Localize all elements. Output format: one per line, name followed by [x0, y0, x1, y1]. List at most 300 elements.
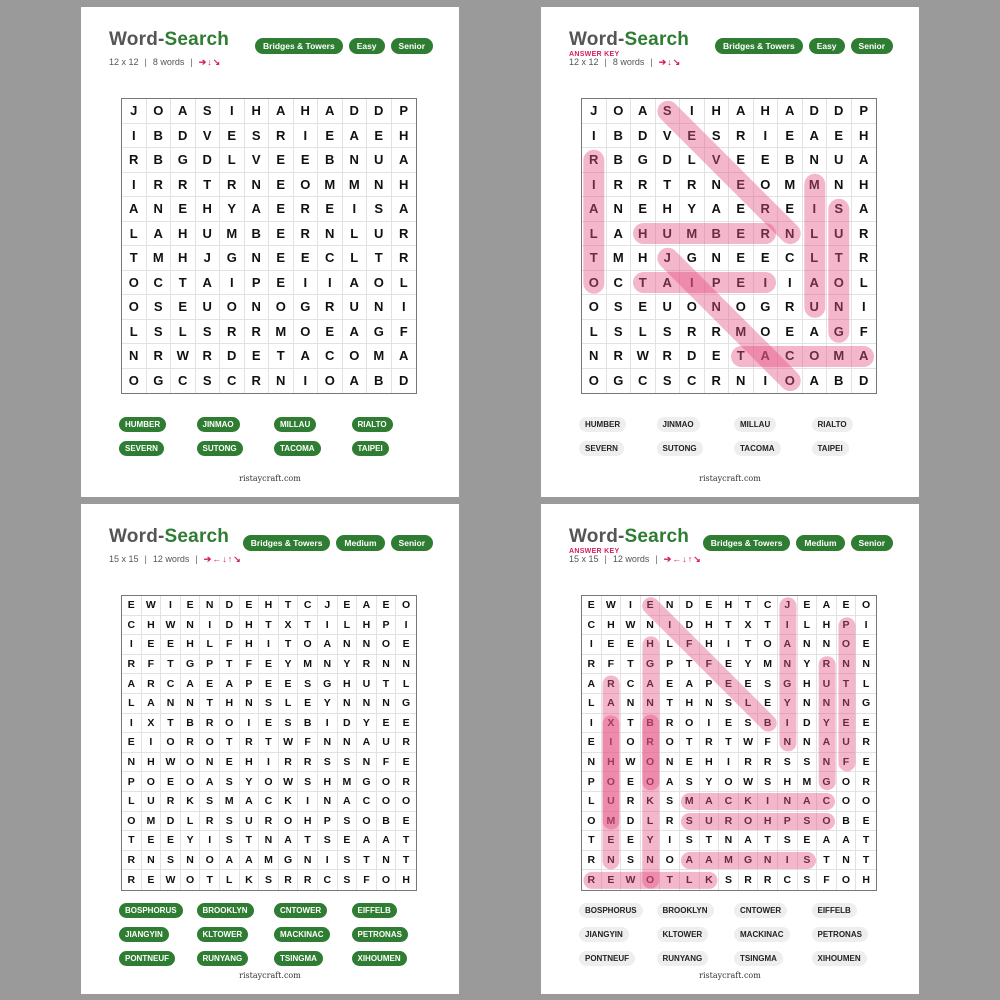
grid-cell: T: [719, 733, 739, 753]
grid-cell: R: [259, 812, 279, 832]
grid-cell: O: [220, 714, 240, 734]
grid-cell: G: [817, 772, 837, 792]
grid-cell: H: [142, 753, 162, 773]
grid-cell: M: [259, 851, 279, 871]
site-footer: ristaycraft.com: [699, 971, 761, 980]
grid-cell: K: [279, 792, 299, 812]
grid-cell: S: [338, 870, 358, 890]
grid-cell: F: [357, 870, 377, 890]
grid-cell: H: [602, 753, 622, 773]
grid-cell: A: [318, 635, 338, 655]
grid-cell: I: [582, 635, 602, 655]
grid-cell: H: [171, 246, 196, 271]
word-chip: JIANGYIN: [579, 927, 629, 942]
grid-cell: I: [200, 616, 220, 636]
puzzle-meta: [109, 57, 221, 68]
grid-cell: L: [852, 271, 877, 296]
letter-grid: [581, 595, 877, 891]
word-chip: BROOKLYN: [657, 903, 714, 918]
grid-cell: T: [161, 714, 181, 734]
grid-cell: R: [298, 753, 318, 773]
grid-cell: S: [739, 714, 759, 734]
grid-cell: R: [852, 222, 877, 247]
grid-cell: O: [294, 173, 319, 198]
grid-cell: T: [856, 851, 876, 871]
grid-cell: R: [122, 655, 142, 675]
answer-key-label: ANSWER KEY: [569, 51, 620, 58]
grid-cell: R: [220, 320, 245, 345]
grid-cell: T: [279, 635, 299, 655]
word-chip: PONTNEUF: [119, 951, 175, 966]
grid-cell: A: [602, 694, 622, 714]
grid-cell: O: [660, 851, 680, 871]
grid-cell: T: [200, 694, 220, 714]
grid-cell: N: [181, 616, 201, 636]
grid-cell: M: [778, 173, 803, 198]
grid-cell: N: [729, 369, 754, 394]
badge-group: [715, 38, 893, 54]
word-list: [119, 417, 429, 456]
grid-cell: E: [856, 812, 876, 832]
grid-cell: J: [318, 596, 338, 616]
grid-cell: B: [147, 148, 172, 173]
grid-cell: O: [856, 596, 876, 616]
grid-cell: U: [817, 674, 837, 694]
grid-cell: A: [245, 197, 270, 222]
grid-cell: W: [621, 753, 641, 773]
grid-cell: I: [621, 596, 641, 616]
grid-cell: N: [181, 694, 201, 714]
grid-cell: E: [837, 596, 857, 616]
grid-cell: I: [754, 369, 779, 394]
grid-cell: X: [602, 714, 622, 734]
grid-cell: T: [396, 851, 416, 871]
audience-badge: Senior: [391, 38, 433, 54]
grid-cell: A: [852, 197, 877, 222]
grid-cell: G: [641, 655, 661, 675]
grid-cell: H: [852, 173, 877, 198]
grid-cell: K: [240, 870, 260, 890]
grid-cell: L: [582, 320, 607, 345]
word-chip: JIANGYIN: [119, 927, 169, 942]
grid-cell: R: [220, 173, 245, 198]
grid-cell: H: [392, 124, 417, 149]
grid-cell: G: [827, 320, 852, 345]
grid-cell: W: [161, 870, 181, 890]
grid-cell: O: [621, 733, 641, 753]
grid-cell: R: [621, 792, 641, 812]
grid-cell: A: [680, 674, 700, 694]
grid-cell: N: [582, 344, 607, 369]
grid-cell: E: [338, 596, 358, 616]
grid-cell: U: [196, 222, 221, 247]
grid-cell: E: [856, 635, 876, 655]
puzzle-meta: [569, 57, 681, 68]
grid-cell: Y: [279, 655, 299, 675]
grid-cell: C: [298, 596, 318, 616]
grid-cell: L: [392, 271, 417, 296]
grid-cell: M: [318, 173, 343, 198]
grid-cell: I: [719, 635, 739, 655]
grid-cell: O: [739, 812, 759, 832]
grid-cell: O: [147, 99, 172, 124]
grid-cell: N: [122, 753, 142, 773]
grid-cell: A: [343, 124, 368, 149]
grid-cell: H: [318, 772, 338, 792]
grid-cell: D: [220, 596, 240, 616]
word-chip: KLTOWER: [197, 927, 249, 942]
grid-cell: I: [200, 831, 220, 851]
grid-cell: R: [200, 714, 220, 734]
grid-cell: S: [719, 870, 739, 890]
grid-cell: B: [641, 714, 661, 734]
grid-cell: N: [240, 694, 260, 714]
grid-cell: A: [817, 733, 837, 753]
grid-cell: F: [298, 733, 318, 753]
topic-badge: Bridges & Towers: [255, 38, 343, 54]
grid-cell: A: [582, 674, 602, 694]
grid-cell: R: [758, 753, 778, 773]
grid-cell: N: [357, 635, 377, 655]
grid-cell: N: [245, 173, 270, 198]
grid-cell: S: [656, 320, 681, 345]
grid-cell: T: [377, 674, 397, 694]
grid-cell: S: [719, 694, 739, 714]
grid-cell: I: [680, 271, 705, 296]
grid-cell: O: [641, 753, 661, 773]
grid-cell: N: [778, 733, 798, 753]
grid-cell: N: [269, 369, 294, 394]
grid-cell: T: [122, 831, 142, 851]
grid-cell: O: [837, 870, 857, 890]
grid-cell: S: [680, 831, 700, 851]
grid-cell: N: [367, 295, 392, 320]
grid-cell: S: [147, 320, 172, 345]
grid-cell: R: [161, 792, 181, 812]
grid-cell: S: [656, 369, 681, 394]
difficulty-badge: Easy: [809, 38, 845, 54]
grid-cell: F: [758, 733, 778, 753]
grid-cell: H: [798, 674, 818, 694]
grid-size: 12 x 12: [569, 57, 599, 67]
grid-cell: E: [220, 753, 240, 773]
grid-cell: O: [181, 753, 201, 773]
grid-cell: E: [719, 674, 739, 694]
grid-cell: R: [279, 870, 299, 890]
grid-cell: G: [220, 246, 245, 271]
grid-cell: M: [827, 344, 852, 369]
grid-cell: G: [147, 369, 172, 394]
grid-cell: H: [240, 635, 260, 655]
grid-cell: L: [279, 694, 299, 714]
grid-cell: N: [837, 694, 857, 714]
grid-cell: S: [607, 320, 632, 345]
grid-cell: N: [377, 694, 397, 714]
title-search: Search: [164, 526, 230, 547]
grid-cell: R: [680, 320, 705, 345]
grid-cell: O: [142, 772, 162, 792]
grid-cell: U: [827, 148, 852, 173]
grid-cell: U: [827, 222, 852, 247]
separator: |: [604, 57, 607, 67]
grid-cell: E: [778, 320, 803, 345]
grid-cell: N: [338, 733, 358, 753]
grid-cell: C: [318, 870, 338, 890]
grid-cell: H: [196, 197, 221, 222]
grid-cell: E: [631, 197, 656, 222]
grid-cell: J: [122, 99, 147, 124]
grid-cell: N: [700, 694, 720, 714]
grid-cell: E: [171, 197, 196, 222]
grid-cell: E: [729, 271, 754, 296]
grid-cell: B: [758, 714, 778, 734]
grid-cell: I: [396, 616, 416, 636]
grid-cell: F: [817, 870, 837, 890]
grid-cell: B: [837, 812, 857, 832]
grid-cell: F: [220, 635, 240, 655]
grid-cell: D: [803, 99, 828, 124]
grid-cell: N: [245, 246, 270, 271]
grid-cell: A: [343, 369, 368, 394]
grid-cell: N: [817, 635, 837, 655]
grid-cell: U: [142, 792, 162, 812]
grid-cell: K: [181, 792, 201, 812]
grid-cell: I: [758, 792, 778, 812]
grid-cell: S: [318, 831, 338, 851]
grid-cell: E: [279, 674, 299, 694]
grid-cell: O: [582, 812, 602, 832]
grid-cell: O: [641, 870, 661, 890]
word-chip: BROOKLYN: [197, 903, 254, 918]
word-list: [579, 903, 889, 966]
badge-group: [703, 535, 893, 551]
grid-cell: S: [656, 99, 681, 124]
word-chip: RIALTO: [352, 417, 393, 432]
grid-cell: R: [318, 295, 343, 320]
grid-cell: L: [803, 246, 828, 271]
grid-cell: L: [343, 246, 368, 271]
grid-cell: R: [705, 320, 730, 345]
grid-cell: S: [196, 369, 221, 394]
grid-cell: A: [220, 851, 240, 871]
grid-cell: S: [298, 674, 318, 694]
grid-cell: L: [171, 320, 196, 345]
grid-cell: H: [240, 753, 260, 773]
grid-cell: F: [680, 635, 700, 655]
grid-cell: C: [220, 369, 245, 394]
separator: |: [604, 554, 607, 564]
grid-cell: M: [220, 222, 245, 247]
grid-cell: I: [318, 714, 338, 734]
word-count: 8 words: [612, 57, 645, 67]
grid-cell: X: [739, 616, 759, 636]
letter-grid: [581, 98, 877, 394]
grid-size: 12 x 12: [109, 57, 139, 67]
grid-cell: R: [607, 344, 632, 369]
grid-cell: W: [602, 596, 622, 616]
grid-cell: O: [181, 772, 201, 792]
grid-cell: H: [245, 99, 270, 124]
grid-cell: R: [396, 772, 416, 792]
grid-cell: A: [700, 792, 720, 812]
word-chip: KLTOWER: [657, 927, 709, 942]
grid-cell: D: [343, 99, 368, 124]
grid-cell: R: [147, 173, 172, 198]
grid-cell: X: [142, 714, 162, 734]
grid-cell: H: [758, 812, 778, 832]
grid-cell: Y: [778, 694, 798, 714]
grid-cell: H: [754, 99, 779, 124]
word-chip: PETRONAS: [352, 927, 408, 942]
grid-cell: N: [660, 753, 680, 773]
grid-cell: C: [259, 792, 279, 812]
grid-cell: O: [837, 772, 857, 792]
grid-cell: S: [196, 320, 221, 345]
grid-cell: T: [739, 635, 759, 655]
grid-cell: R: [656, 344, 681, 369]
grid-cell: B: [705, 222, 730, 247]
grid-cell: B: [181, 714, 201, 734]
grid-cell: E: [719, 655, 739, 675]
grid-cell: A: [294, 344, 319, 369]
grid-cell: E: [269, 271, 294, 296]
grid-cell: H: [357, 616, 377, 636]
grid-cell: E: [729, 173, 754, 198]
grid-cell: M: [367, 344, 392, 369]
grid-cell: B: [607, 124, 632, 149]
badge-group: [243, 535, 433, 551]
grid-cell: T: [621, 655, 641, 675]
grid-cell: R: [147, 344, 172, 369]
grid-cell: N: [827, 173, 852, 198]
grid-cell: R: [142, 674, 162, 694]
grid-cell: E: [396, 714, 416, 734]
grid-cell: N: [357, 753, 377, 773]
grid-cell: I: [259, 753, 279, 773]
grid-cell: O: [181, 870, 201, 890]
grid-cell: E: [245, 344, 270, 369]
grid-cell: R: [392, 222, 417, 247]
grid-cell: T: [122, 246, 147, 271]
grid-cell: O: [377, 635, 397, 655]
grid-cell: I: [122, 714, 142, 734]
grid-cell: E: [367, 124, 392, 149]
grid-cell: N: [705, 173, 730, 198]
grid-cell: I: [318, 271, 343, 296]
grid-cell: C: [621, 674, 641, 694]
grid-cell: E: [778, 197, 803, 222]
grid-cell: T: [259, 733, 279, 753]
grid-cell: S: [680, 772, 700, 792]
grid-cell: R: [852, 246, 877, 271]
grid-cell: O: [680, 714, 700, 734]
grid-cell: R: [396, 733, 416, 753]
grid-cell: S: [338, 812, 358, 832]
grid-cell: C: [680, 369, 705, 394]
grid-cell: I: [294, 369, 319, 394]
grid-cell: N: [318, 655, 338, 675]
grid-cell: E: [269, 173, 294, 198]
grid-cell: R: [602, 674, 622, 694]
grid-cell: F: [700, 655, 720, 675]
grid-cell: R: [294, 222, 319, 247]
grid-cell: C: [758, 596, 778, 616]
grid-cell: W: [631, 344, 656, 369]
grid-cell: I: [318, 851, 338, 871]
grid-cell: A: [641, 674, 661, 694]
grid-cell: I: [392, 295, 417, 320]
grid-cell: C: [778, 246, 803, 271]
grid-cell: I: [719, 753, 739, 773]
grid-cell: S: [245, 124, 270, 149]
grid-cell: I: [343, 197, 368, 222]
grid-cell: H: [641, 635, 661, 655]
grid-cell: S: [220, 812, 240, 832]
grid-cell: G: [778, 674, 798, 694]
grid-cell: A: [798, 792, 818, 812]
grid-cell: Y: [798, 655, 818, 675]
word-chip: TAIPEI: [812, 441, 849, 456]
grid-cell: L: [338, 616, 358, 636]
grid-cell: A: [705, 197, 730, 222]
grid-cell: T: [729, 344, 754, 369]
grid-cell: A: [343, 271, 368, 296]
grid-cell: N: [338, 635, 358, 655]
grid-cell: E: [778, 124, 803, 149]
grid-cell: Y: [318, 694, 338, 714]
grid-cell: T: [582, 831, 602, 851]
grid-cell: A: [680, 851, 700, 871]
grid-cell: E: [602, 831, 622, 851]
grid-cell: R: [680, 173, 705, 198]
grid-cell: L: [200, 635, 220, 655]
word-chip: RIALTO: [812, 417, 853, 432]
grid-cell: M: [798, 772, 818, 792]
grid-cell: N: [621, 694, 641, 714]
grid-cell: N: [856, 655, 876, 675]
grid-cell: T: [171, 271, 196, 296]
grid-cell: E: [122, 596, 142, 616]
grid-cell: R: [181, 733, 201, 753]
grid-cell: U: [656, 222, 681, 247]
audience-badge: Senior: [851, 535, 893, 551]
grid-cell: E: [602, 635, 622, 655]
grid-cell: O: [377, 792, 397, 812]
word-chip: MILLAU: [734, 417, 776, 432]
grid-cell: R: [754, 222, 779, 247]
grid-cell: R: [357, 655, 377, 675]
grid-cell: M: [269, 320, 294, 345]
grid-cell: E: [161, 831, 181, 851]
grid-cell: R: [245, 320, 270, 345]
grid-cell: E: [621, 635, 641, 655]
grid-cell: N: [798, 694, 818, 714]
grid-cell: I: [852, 295, 877, 320]
grid-cell: T: [240, 831, 260, 851]
grid-cell: Y: [817, 714, 837, 734]
grid-cell: Y: [357, 714, 377, 734]
grid-cell: Y: [739, 655, 759, 675]
grid-cell: F: [852, 320, 877, 345]
grid-cell: O: [367, 271, 392, 296]
grid-cell: N: [778, 792, 798, 812]
grid-cell: E: [719, 714, 739, 734]
grid-cell: C: [778, 344, 803, 369]
grid-cell: Y: [240, 772, 260, 792]
grid-cell: T: [357, 851, 377, 871]
grid-cell: N: [817, 694, 837, 714]
grid-cell: M: [803, 173, 828, 198]
